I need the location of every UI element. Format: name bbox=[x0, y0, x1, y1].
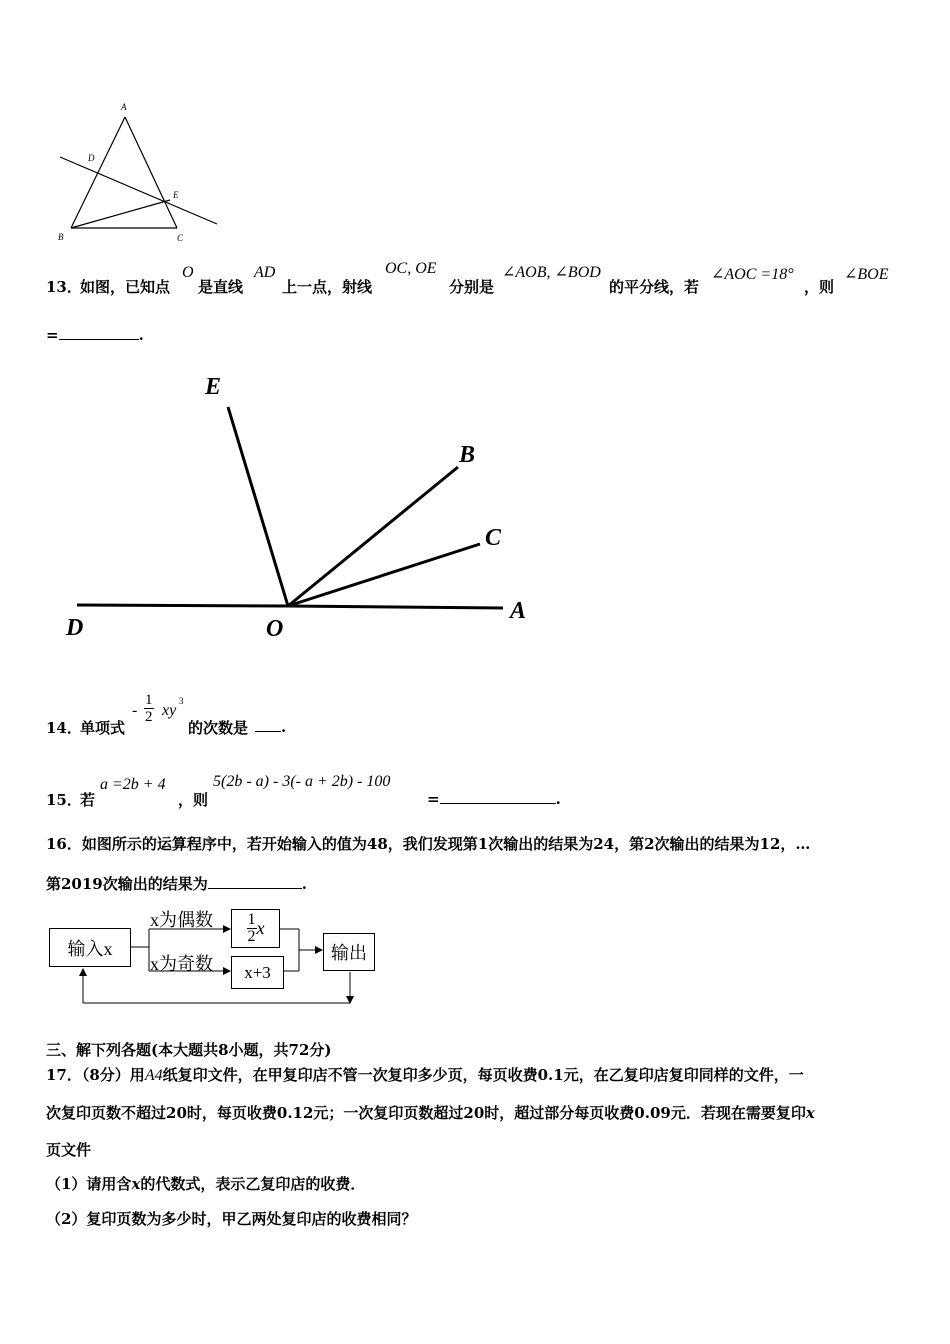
q14-exponent: 3 bbox=[179, 696, 184, 706]
q15-answer bbox=[427, 789, 561, 808]
ray-oa bbox=[288, 606, 503, 608]
flow-condition-odd: x为奇数 bbox=[150, 954, 213, 974]
q14-number: 14． bbox=[46, 719, 82, 737]
triangle-figure bbox=[50, 100, 240, 250]
flow-odd-op-box bbox=[231, 956, 284, 989]
tri-line-de bbox=[60, 157, 217, 224]
q17-line-2 bbox=[46, 1102, 815, 1123]
q13-text-1: 如图，已知点 bbox=[80, 278, 171, 296]
q14-answer bbox=[255, 717, 286, 736]
q17-part-1-var: x bbox=[131, 1175, 141, 1193]
q14-text-1: 单项式 bbox=[80, 719, 126, 737]
q16-line-2-text: 第2019次输出的结果为 bbox=[46, 875, 208, 893]
q13-answer-line bbox=[46, 325, 144, 344]
q13-text-3: 上一点，射线 bbox=[282, 278, 373, 296]
q15-expression: 5(2b - a) - 3(- a + 2b) - 100 bbox=[213, 773, 391, 790]
tri-side-ac bbox=[125, 117, 177, 228]
q17-part-1 bbox=[46, 1173, 365, 1194]
q16-period: . bbox=[301, 875, 307, 893]
flow-input-box bbox=[49, 928, 131, 967]
q15-equals: = bbox=[427, 790, 440, 808]
angle-label-o: O bbox=[266, 616, 284, 642]
q17-line-1 bbox=[46, 1064, 804, 1085]
flow-even-op-numerator: 1 bbox=[247, 911, 256, 928]
q14-fraction-denominator: 2 bbox=[145, 709, 153, 725]
flow-even-op-box bbox=[231, 909, 280, 948]
q15-answer-blank[interactable] bbox=[440, 789, 556, 804]
q17-line-3: 页文件 bbox=[46, 1141, 92, 1159]
q13-line-ad: AD bbox=[254, 264, 276, 281]
q17-part-2: （2）复印页数为多少时，甲乙两处复印店的收费相同？ bbox=[46, 1210, 417, 1228]
q14-answer-blank[interactable] bbox=[255, 717, 281, 732]
q16-line-1: 16．如图所示的运算程序中，若开始输入的值为48，我们发现第1次输出的结果为24，第2次输出的结果为12，… bbox=[46, 835, 811, 853]
angle-label-d: D bbox=[66, 615, 84, 641]
q17-line-1-start: 17．（8分）用 bbox=[46, 1066, 145, 1084]
angle-label-e: E bbox=[205, 374, 222, 400]
q15-text-1: 若 bbox=[80, 791, 96, 809]
q17-paper-size: A4 bbox=[144, 1067, 163, 1084]
q13-text-4: 分别是 bbox=[449, 278, 495, 296]
section-3-heading: 三、解下列各题(本大题共8小题，共72分) bbox=[46, 1041, 332, 1059]
q13-text-6: ，则 bbox=[804, 278, 835, 296]
q13-equals: = bbox=[46, 326, 59, 344]
q17-line-1-end: 纸复印文件，在甲复印店不管一次复印多少页，每页收费0.1元，在乙复印店复印同样的文件，一 bbox=[162, 1066, 804, 1084]
angle-label-a: A bbox=[510, 598, 527, 624]
q13-number: 13． bbox=[46, 278, 82, 296]
q17-line-2-text: 次复印页数不超过20时，每页收费0.12元；一次复印页数超过20时，超过部分每页收费0.09元．若现在需要复印 bbox=[46, 1104, 806, 1122]
ray-ob bbox=[288, 467, 458, 606]
q15-condition: a =2b + 4 bbox=[100, 776, 166, 793]
q13-answer-blank[interactable] bbox=[59, 325, 139, 340]
q15-period: . bbox=[555, 790, 561, 808]
angle-label-b: B bbox=[459, 442, 476, 468]
flow-output-box bbox=[323, 933, 375, 971]
flow-odd-op-label: x+3 bbox=[244, 962, 271, 982]
q17-part-1-start: （1）请用含 bbox=[46, 1175, 132, 1193]
ray-od bbox=[77, 605, 288, 606]
q15-number: 15． bbox=[46, 791, 82, 809]
q17-line-2-var: x bbox=[805, 1104, 815, 1122]
q13-angles: ∠AOB, ∠BOD bbox=[502, 264, 601, 281]
q13-condition: ∠AOC =18° bbox=[711, 266, 794, 283]
angle-figure bbox=[60, 365, 550, 655]
flow-even-op-variable: x bbox=[256, 918, 265, 938]
q13-text-2: 是直线 bbox=[198, 278, 244, 296]
tri-side-ab bbox=[71, 117, 125, 228]
tri-label-b: B bbox=[58, 232, 64, 242]
q14-variables: xy bbox=[162, 702, 177, 719]
ray-oc bbox=[288, 544, 480, 606]
angle-label-c: C bbox=[485, 525, 502, 551]
q17-part-1-end: 的代数式，表示乙复印店的收费． bbox=[140, 1175, 366, 1193]
flow-input-label: 输入x bbox=[67, 938, 113, 959]
q13-rays: OC, OE bbox=[385, 260, 437, 277]
q13-period: . bbox=[138, 326, 144, 344]
q14-sign: - bbox=[132, 702, 138, 719]
q15-text-2: ，则 bbox=[178, 791, 209, 809]
tri-label-c: C bbox=[177, 233, 184, 243]
flow-even-op-fraction bbox=[247, 912, 257, 945]
tri-label-a: A bbox=[121, 102, 127, 112]
flow-output-label: 输出 bbox=[331, 943, 367, 963]
q16-answer-blank[interactable] bbox=[208, 874, 302, 889]
q14-fraction-numerator: 1 bbox=[145, 692, 153, 708]
ray-oe bbox=[228, 407, 288, 606]
tri-line-be bbox=[71, 200, 170, 228]
tri-label-d: D bbox=[88, 153, 95, 163]
flow-even-op-denominator: 2 bbox=[247, 928, 256, 945]
q13-text-5: 的平分线，若 bbox=[609, 278, 700, 296]
q16-line-2 bbox=[46, 873, 307, 894]
q14-fraction bbox=[144, 692, 154, 725]
q14-period: . bbox=[281, 718, 287, 736]
q13-point-o: O bbox=[182, 264, 194, 281]
q13-asked-angle: ∠BOE bbox=[844, 266, 889, 283]
tri-label-e: E bbox=[173, 190, 179, 200]
q14-text-2: 的次数是 bbox=[188, 719, 249, 737]
flow-condition-even: x为偶数 bbox=[150, 910, 213, 930]
